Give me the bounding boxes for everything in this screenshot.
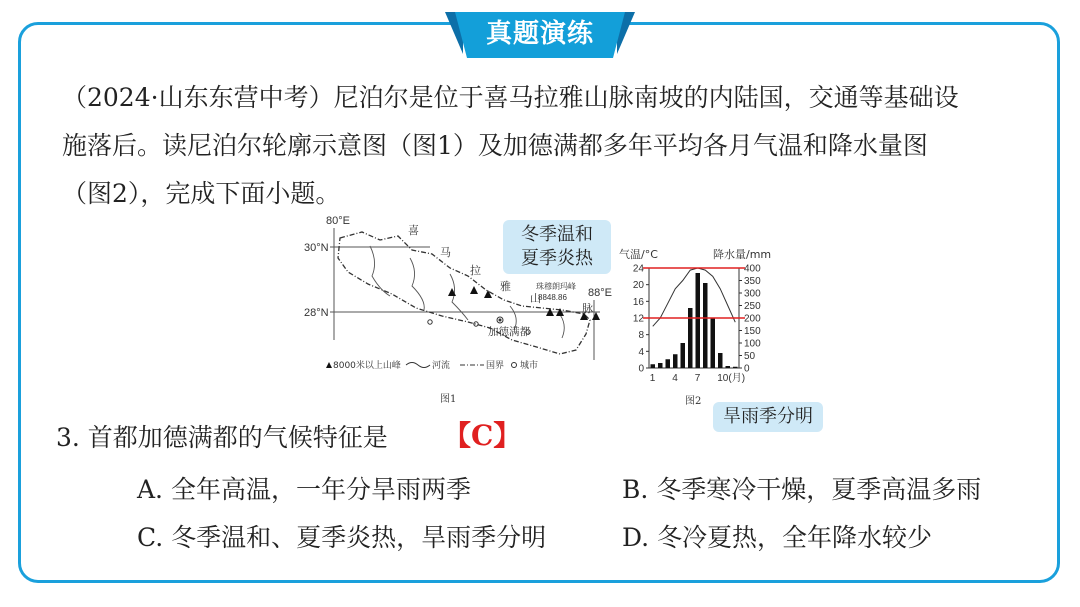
range-char: 山 (530, 292, 541, 305)
precip-bar (703, 283, 708, 368)
temp-tick-label: 20 (632, 280, 644, 292)
peak-icon (470, 286, 478, 294)
precip-bar (696, 273, 701, 368)
option-b[interactable]: B. 冬季寒冷干燥，夏季高温多雨 (622, 475, 982, 504)
question-stem-line-1: （2024·山东东营中考）尼泊尔是位于喜马拉雅山脉南坡的内陆国，交通等基础设 (62, 83, 959, 112)
precip-bar (673, 354, 678, 368)
temp-tick-label: 16 (632, 296, 644, 308)
lon-80-label: 80°E (326, 215, 350, 227)
temp-tick-label: 12 (632, 313, 644, 325)
peak-icon (592, 312, 600, 320)
question-stem-line-3: （图2），完成下面小题。 (62, 179, 341, 208)
banner-title: 真题演练 (485, 19, 594, 49)
option-c[interactable]: C. 冬季温和、夏季炎热，旱雨季分明 (137, 523, 547, 552)
precip-tick-label: 350 (744, 276, 761, 287)
lon-88-label: 88°E (588, 287, 612, 299)
precip-tick-label: 0 (744, 363, 750, 375)
legend-river: 河流 (432, 361, 451, 371)
lat-30-label: 30°N (304, 242, 329, 254)
question-stem-line-2: 施落后。读尼泊尔轮廓示意图（图1）及加德满都多年平均各月气温和降水量图 (62, 131, 928, 160)
precip-bar (651, 364, 656, 368)
map-caption: 图1 (440, 394, 457, 405)
precip-bar (658, 363, 663, 368)
precip-bar (711, 318, 716, 368)
precip-tick-label: 200 (744, 313, 761, 325)
ylabel-right: 降水量/mm (713, 248, 772, 261)
peak-name: 珠穆朗玛峰 (536, 282, 576, 291)
option-d[interactable]: D. 冬冷夏热，全年降水较少 (622, 523, 933, 552)
answer-mark: 【C】 (443, 419, 522, 452)
peak-icon (484, 290, 492, 298)
x-tick-label: 1 (649, 373, 656, 384)
ylabel-left: 气温/°C (619, 248, 658, 261)
x-tick-label: 4 (672, 373, 678, 384)
precip-bar (681, 343, 686, 368)
precip-tick-label: 50 (744, 351, 756, 362)
temp-tick-label: 0 (638, 363, 644, 375)
precip-bar (733, 367, 738, 368)
legend-peak: 8000米以上山峰 (333, 361, 401, 371)
range-char: 马 (440, 246, 451, 259)
precip-bar (726, 366, 731, 368)
legend-city: 城市 (520, 361, 539, 371)
temp-tick-label: 24 (632, 263, 644, 275)
temp-tick-label: 4 (638, 346, 644, 358)
capital-label: 加德满都 (488, 326, 530, 338)
precip-tick-label: 250 (744, 301, 761, 312)
chart-caption: 图2 (685, 396, 702, 407)
precip-tick-label: 400 (744, 263, 761, 275)
lat-28-label: 28°N (304, 307, 329, 319)
temp-tick-label: 8 (638, 330, 644, 342)
callout-dry-wet: 旱雨季分明 (713, 402, 823, 432)
option-a[interactable]: A. 全年高温，一年分旱雨两季 (137, 475, 471, 504)
x-tick-label: 7 (694, 373, 701, 384)
precip-bar (718, 353, 723, 368)
climate-chart (615, 244, 785, 412)
precip-tick-label: 300 (744, 288, 761, 300)
x-tick-label: 10(月) (717, 373, 746, 384)
peak-height: 8848.86 (538, 293, 567, 302)
precip-tick-label: 150 (744, 326, 761, 337)
legend-border: 国界 (486, 361, 505, 371)
precip-bar (688, 308, 693, 368)
range-char: 喜 (408, 224, 419, 237)
range-char: 雅 (500, 280, 511, 293)
range-char: 拉 (470, 264, 481, 277)
precip-bar (666, 359, 671, 368)
callout-winter-summer: 冬季温和 夏季炎热 (503, 220, 611, 274)
precip-tick-label: 100 (744, 338, 761, 350)
range-char: 脉 (582, 302, 593, 315)
sub-question: 3. 首都加德满都的气候特征是 (56, 423, 388, 452)
